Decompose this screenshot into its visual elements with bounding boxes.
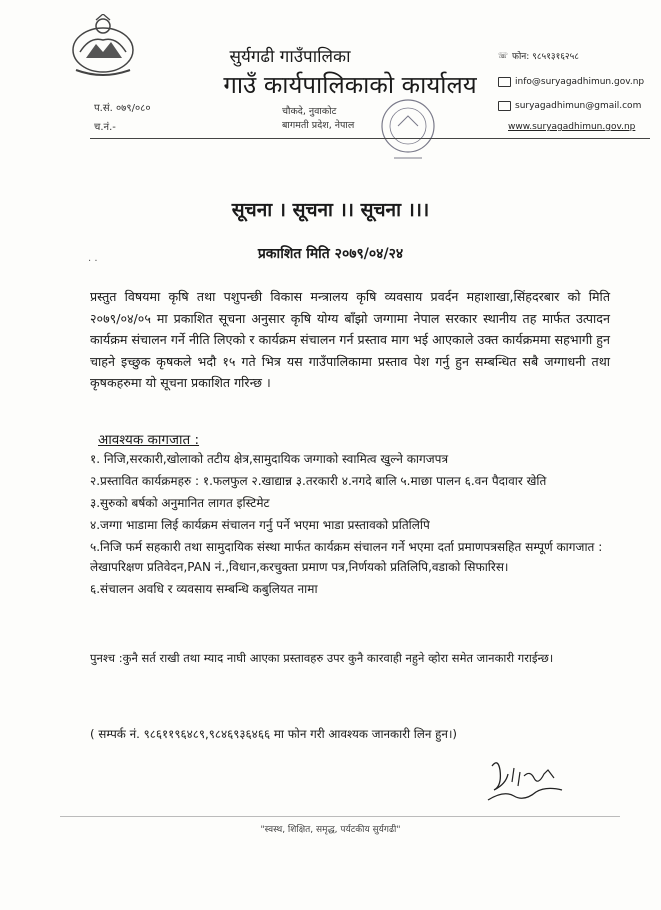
requirements-list <box>90 449 610 601</box>
phone-contact <box>498 49 579 62</box>
office-name: गाउँ कार्यपालिकाको कार्यालय <box>223 71 477 99</box>
list-item: ४.जग्गा भाडामा लिई कार्यक्रम संचालन गर्नु पर्ने भएमा भाडा प्रस्तावको प्रतिलिपि <box>90 518 430 532</box>
contact-instruction: ( सम्पर्क नं. ९८६११९६४८९,९८४६९३६४६६ मा फोन गरी आवश्यक जानकारी लिन हुन।) <box>90 727 458 741</box>
email-contact-1 <box>498 77 644 87</box>
envelope-icon <box>498 101 511 111</box>
requirements-heading: आवश्यक कागजात : <box>98 432 200 448</box>
address-line-2: बागमती प्रदेश, नेपाल <box>282 120 355 131</box>
notice-body: प्रस्तुत विषयमा कृषि तथा पशुपन्छी विकास मन्त्रालय कृषि व्यवसाय प्रवर्दन महाशाखा,सिंहदरबार को मिति २०७९/०४/०५ मा प्रकाशित सूचना अनुसार कृषि योग्य बाँझो जग्गामा नेपाल सरकार स्थानीय तह मार्फत उत्पादन कार्यक्रम संचालन गर्ने नीति लिएको र कार्यक्रम संचालन गर्न प्रस्ताव माग भई आएकाले उक्त कार्यक्रममा सहभागी हुन चाहने इच्छुक कृषकले भदौ १५ गते भित्र यस गाउँपालिकामा प्रस्ताव पेश गर्नु हुन सम्बन्धित सबै जग्गाधनी तथा कृषकहरुमा यो सूचना प्रकाशित गरिन्छ । <box>90 289 610 390</box>
list-item: ३.सुरुको बर्षको अनुमानित लागत इस्टिमेट <box>90 496 270 510</box>
envelope-icon <box>498 77 511 87</box>
email-contact-2 <box>498 101 641 111</box>
email-text-2[interactable]: suryagadhimun@gmail.com <box>515 101 642 111</box>
footer-divider <box>60 816 620 817</box>
email-text-1[interactable]: info@suryagadhimun.gov.np <box>515 77 645 87</box>
list-item: ५.निजि फर्म सहकारी तथा सामुदायिक संस्था मार्फत कार्यक्रम संचालन गर्ने भएमा दर्ता प्रमाणपत्रसहित सम्पूर्ण कागजात : लेखापरिक्षण प्रतिवेदन,PAN नं.,विधान,करचुक्ता प्रमाण पत्र,निर्णयको प्रतिलिपि,वडाको सिफारिस। <box>90 540 603 574</box>
address-line-1: चौकदे, नुवाकोट <box>282 106 337 117</box>
website-link[interactable] <box>508 122 635 132</box>
postscript: पुनश्च :कुनै सर्त राखी तथा म्याद नाघी आएका प्रस्तावहरु उपर कुनै कारवाही नहुने व्होरा समेत जानकारी गराईन्छ। <box>90 651 554 665</box>
phone-text: फोन: ९८५१३१६२५८ <box>512 52 579 62</box>
signature-image <box>484 756 568 816</box>
notice-heading: सूचना । सूचना ।। सूचना ।।। <box>231 199 430 221</box>
phone-icon: ☏ <box>498 51 509 60</box>
list-item: १. निजि,सरकारी,खोलाको तटीय क्षेत्र,सामुदायिक जग्गाको स्वामित्व खुल्ने कागजपत्र <box>90 452 449 466</box>
published-date: प्रकाशित मिति २०७९/०४/२४ <box>257 246 404 262</box>
municipality-name: सुर्यगढी गाउँपालिका <box>229 47 351 67</box>
footer-slogan: "स्वस्थ, शिक्षित, समृद्ध, पर्यटकीय सुर्यगढी" <box>260 825 401 835</box>
reference-number: प.सं. ०७९/०८० <box>94 103 151 114</box>
scan-mark: · · <box>88 256 98 267</box>
list-item: २.प्रस्तावित कार्यक्रमहरु : १.फलफुल २.खाद्यान्न ३.तरकारी ४.नगदे बालि ५.माछा पालन ६.वन पैदावार खेति <box>90 474 547 488</box>
dispatch-number: च.नं.- <box>94 122 116 133</box>
list-item: ६.संचालन अवधि र व्यवसाय सम्बन्धि कबुलियत नामा <box>90 582 318 596</box>
header-divider <box>90 138 650 139</box>
office-seal-stamp-icon <box>372 96 444 162</box>
website-text[interactable]: www.suryagadhimun.gov.np <box>508 122 636 132</box>
